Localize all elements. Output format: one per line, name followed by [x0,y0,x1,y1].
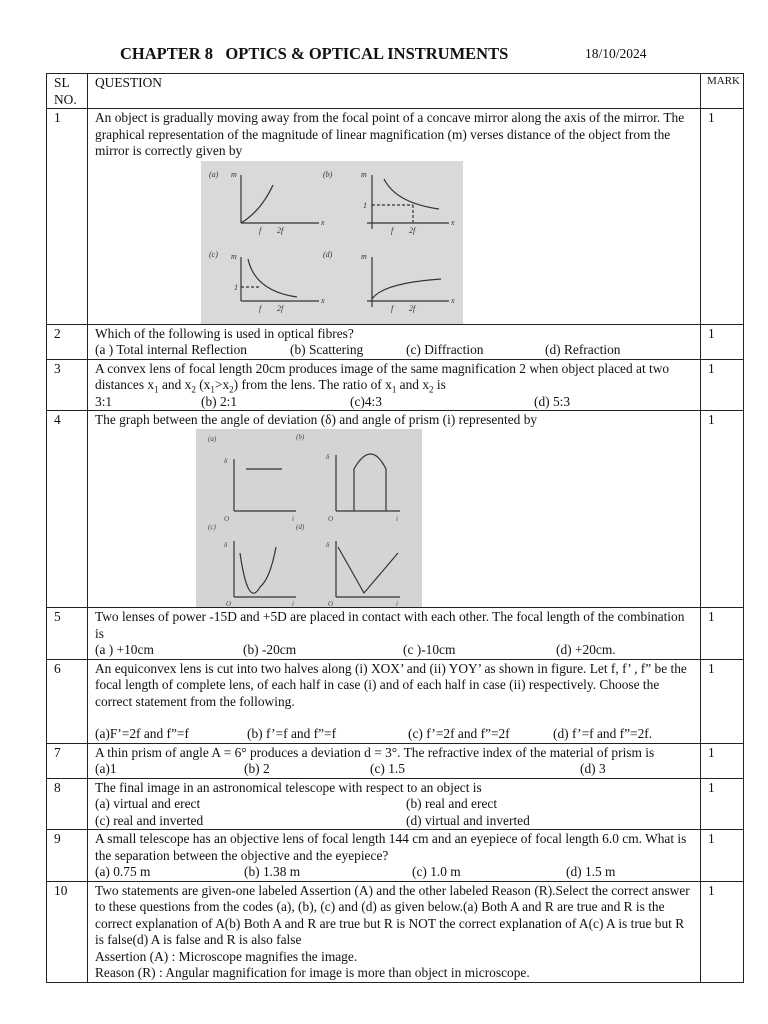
document-date: 18/10/2024 [585,46,647,61]
question-text: Two lenses of power -15D and +5D are placed in contact with each other. The focal length of the combination is [95,609,685,641]
tick-2f: 2f [277,303,284,313]
tick-f: f [259,225,262,235]
answer-options [95,394,694,411]
option-d: (d) f’=f and f”=2f. [553,726,653,741]
tick-2f: 2f [409,303,416,313]
question-number: 4 [47,411,88,608]
axis-label-i: i [292,514,294,523]
graph-label-a: (a) [208,434,217,443]
tick-2f: 2f [277,225,284,235]
axis-label-delta: δ [224,456,228,465]
chapter-title: CHAPTER 8 OPTICS & OPTICAL INSTRUMENTS [120,44,509,63]
origin-label: O [224,514,230,523]
question-text: The graph between the angle of deviation (δ) and angle of prism (i) represented by [95,412,538,427]
option-a: (a) virtual and erect [95,796,201,811]
question-number: 9 [47,830,88,882]
option-d: (d) 1.5 m [566,864,616,879]
question-mark: 1 [701,608,744,660]
option-b: (b) Scattering [290,342,364,357]
question-row-3 [47,359,744,411]
reason-statement: Reason (R) : Angular magnification for image is more than object in microscope. [95,965,530,980]
answer-options [95,796,694,829]
question-mark: 1 [701,778,744,830]
table-header-row [47,74,744,109]
option-c: (c)4:3 [350,393,382,409]
question-number: 6 [47,659,88,743]
assertion-statement: Assertion (A) : Microscope magnifies the image. [95,948,358,964]
axis-label-m: m [231,169,237,179]
question-text: A convex lens of focal length 20cm produces image of the same magnification 2 when object placed at two distances $x_1$ and $x_2$ $(x_1>x_2)$ from the lens. The ratio of $x_1$ and $x_2$ is [95,360,670,395]
option-c: (c) f’=2f and f”=2f [408,726,510,741]
page-header [0,44,768,66]
question-mark: 1 [701,359,744,411]
question-row-7 [47,743,744,778]
tick-1: 1 [363,200,367,210]
mark-header: MARK [701,74,744,109]
question-text: Which of the following is used in optical fibres? [95,325,354,341]
question-text: Two statements are given-one labeled Assertion (A) and the other labeled Reason (R).Select the correct answer to these questions from the codes (a), (b), (c) and (d) as given below.(a) Both A and R are true and R is the correct explanation of A(b) Both A and R are true but R is NOT the correct explanation of A(c) A is true but R is false(d) A is false and R is also false [95,882,690,947]
axis-label-delta: δ [326,540,330,549]
question-text: The final image in an astronomical telescope with respect to an object is [95,779,482,795]
question-number: 3 [47,359,88,411]
option-c: (c) real and inverted [95,812,204,828]
question-mark: 1 [701,881,744,982]
question-row-9 [47,830,744,882]
option-a: (a ) Total internal Reflection [95,342,248,357]
question-number: 5 [47,608,88,660]
answer-options [95,726,694,743]
axis-label-i: i [396,514,398,523]
question-mark: 1 [701,324,744,359]
graph-label-d: (d) [296,522,305,531]
option-b: (b) 1.38 m [244,864,301,879]
graph-label-b: (b) [296,432,305,441]
question-mark: 1 [701,109,744,325]
option-d: (d) virtual and inverted [406,812,530,828]
graph-label-d: (d) [323,249,333,259]
axis-label-delta: δ [224,540,228,549]
option-b: (b) 2:1 [201,393,238,409]
graph-label-c: (c) [208,522,216,531]
answer-options [95,642,694,659]
option-d: (d) 3 [580,761,606,776]
question-text: An equiconvex lens is cut into two halves along (i) XOX’ and (ii) YOY’ as shown in figure. Let f, f’ , f” be the focal length of complete lens, of each half in case (i) and of each half in case (ii) respectively. Choose the correct statement from the following. [95,660,687,709]
option-a: 3:1 [95,393,113,409]
axis-label-m: m [231,251,237,261]
tick-2f: 2f [409,225,416,235]
option-b: (b) -20cm [243,642,297,657]
question-row-4 [47,411,744,608]
question-table [46,73,744,983]
question-text: An object is gradually moving away from the focal point of a concave mirror along the axis of the mirror. The graphical representation of the magnitude of linear magnification (m) verses distance of the object from the mirror is correctly given by [95,110,685,158]
origin-label: O [226,599,232,607]
axis-label-delta: δ [326,452,330,461]
option-c: (c) 1.0 m [412,864,461,879]
answer-options [95,864,694,881]
question-mark: 1 [701,743,744,778]
axis-label-m: m [361,251,367,261]
option-b: (b) 2 [244,761,270,776]
tick-f: f [391,225,394,235]
question-row-8 [47,778,744,830]
question-mark: 1 [701,659,744,743]
option-d: (d) Refraction [545,342,621,357]
answer-options [95,342,694,359]
question-number: 8 [47,778,88,830]
question-text: A thin prism of angle A = 6° produces a deviation d = 3°. The refractive index of the material of prism is [95,744,655,760]
tick-f: f [259,303,262,313]
question-number: 7 [47,743,88,778]
axis-label-m: m [361,169,367,179]
axis-label-x: x [451,295,455,305]
question-row-1 [47,109,744,325]
option-b: (b) f’=f and f”=f [247,726,337,741]
question-text: A small telescope has an objective lens of focal length 144 cm and an eyepiece of focal length 6.0 cm. What is the separation between the objective and the eyepiece? [95,831,687,863]
option-d: (d) +20cm. [556,642,616,657]
graph-label-a: (a) [209,169,219,179]
question-row-2 [47,324,744,359]
axis-label-x: x [321,217,325,227]
magnification-graphs-figure [201,161,463,324]
answer-options [95,761,694,778]
option-a: (a)1 [95,761,117,776]
option-a: (a)F’=2f and f”=f [95,726,189,741]
option-c: (c) 1.5 [370,761,405,776]
origin-label: O [328,599,334,607]
tick-f: f [391,303,394,313]
graph-label-b: (b) [323,169,333,179]
option-a: (a ) +10cm [95,642,154,657]
option-b: (b) real and erect [406,796,498,811]
deviation-graphs-figure [196,429,422,607]
axis-label-i: i [396,599,398,607]
option-c: (c )-10cm [403,642,456,657]
option-d: (d) 5:3 [534,393,571,409]
origin-label: O [328,514,334,523]
tick-1: 1 [234,282,238,292]
axis-label-x: x [321,295,325,305]
question-row-6 [47,659,744,743]
question-mark: 1 [701,411,744,608]
question-header: QUESTION [88,74,701,109]
question-row-10 [47,881,744,982]
axis-label-i: i [292,599,294,607]
question-mark: 1 [701,830,744,882]
graph-label-c: (c) [209,249,218,259]
question-row-5 [47,608,744,660]
question-number: 2 [47,324,88,359]
sl-no-header: SL NO. [47,74,88,109]
option-c: (c) Diffraction [406,342,484,357]
question-number: 1 [47,109,88,325]
question-number: 10 [47,881,88,982]
option-a: (a) 0.75 m [95,864,151,879]
axis-label-x: x [451,217,455,227]
